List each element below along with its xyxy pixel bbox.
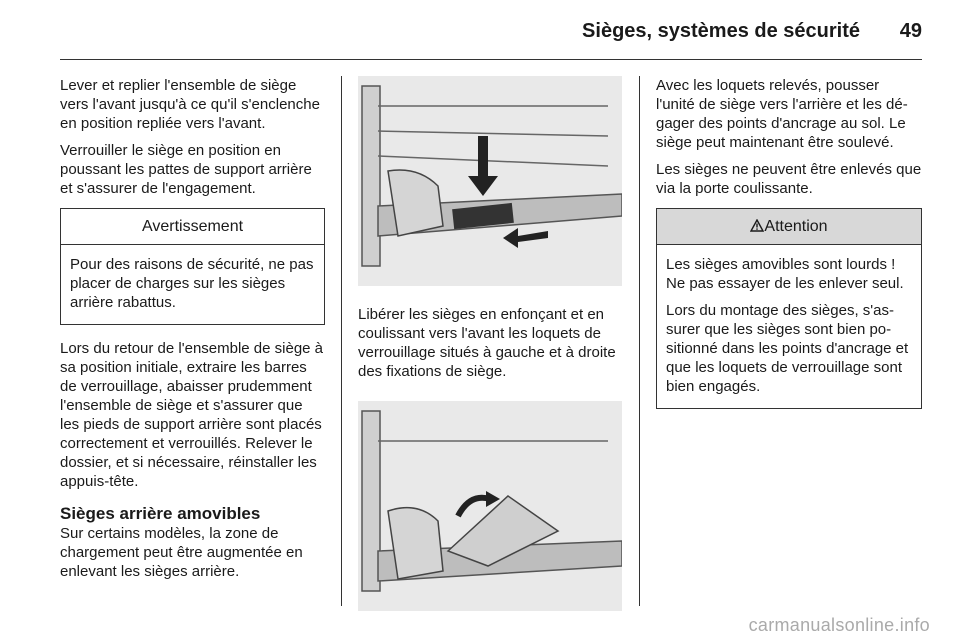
paragraph: Les sièges ne peuvent être enlevés que via la porte coulissante. xyxy=(656,161,922,197)
header-divider xyxy=(60,59,922,60)
attention-text: Les sièges amovibles sont lourds ! Ne pas essayer de les enlever seul. xyxy=(666,256,904,292)
paragraph: Lever et replier l'ensemble de siège vers l'avant jusqu'à ce qu'il s'enclenche en position repliée vers l'avant. xyxy=(60,77,320,132)
attention-title: Attention xyxy=(764,218,828,235)
paragraph: Sur certains modèles, la zone de chargement peut être augmentée en enlevant les sièges arrière. xyxy=(60,525,303,580)
paragraph: Verrouiller le siège en position en poussant les pattes de support arrière et s'assurer de l'engagement. xyxy=(60,142,312,197)
paragraph: Avec les loquets relevés, pousser l'unité de siège vers l'arrière et les dégager des points d'ancrage au sol. Le siège peut maintenant être soulevé. xyxy=(656,77,908,151)
column-divider xyxy=(639,76,640,606)
attention-text: Lors du montage des sièges, s'assurer que les sièges sont bien positionné dans les points d'ancrage et que les loquets de verrouillage sont bien engagés. xyxy=(666,302,909,395)
attention-header xyxy=(657,209,921,245)
page-title: Sièges, systèmes de sécurité xyxy=(582,20,860,42)
warning-title: Avertissement xyxy=(61,209,324,245)
page-number: 49 xyxy=(899,20,922,42)
column-middle xyxy=(358,76,622,630)
warning-triangle-icon xyxy=(750,219,764,232)
column-left xyxy=(60,76,325,589)
watermark: carmanualsonline.info xyxy=(748,615,930,635)
warning-box xyxy=(60,208,325,325)
illustration-caption: Libérer les sièges en enfonçant et en coulissant vers l'avant les loquets de verrouillage situés à gauche et à droite des fixations de siège. xyxy=(358,306,616,380)
page-header xyxy=(0,0,960,60)
paragraph: Lors du retour de l'ensemble de siège à sa position initiale, extraire les barres de verrouillage, abaisser prudemment l'ensemble de siège et s'assurer que les pieds de support arrière sont placés correctement et verrouillés. Relever le dossier, et si nécessaire, réinstaller les appuis-tête. xyxy=(60,340,324,490)
seat-latch-illustration-1 xyxy=(358,76,622,286)
seat-latch-illustration-2 xyxy=(358,401,622,611)
column-right xyxy=(656,76,922,423)
column-divider xyxy=(341,76,342,606)
warning-text: Pour des raisons de sécurité, ne pas placer de charges sur les sièges arrière rabattus. xyxy=(70,256,314,311)
section-heading: Sièges arrière amovibles xyxy=(60,504,261,523)
attention-box xyxy=(656,208,922,409)
